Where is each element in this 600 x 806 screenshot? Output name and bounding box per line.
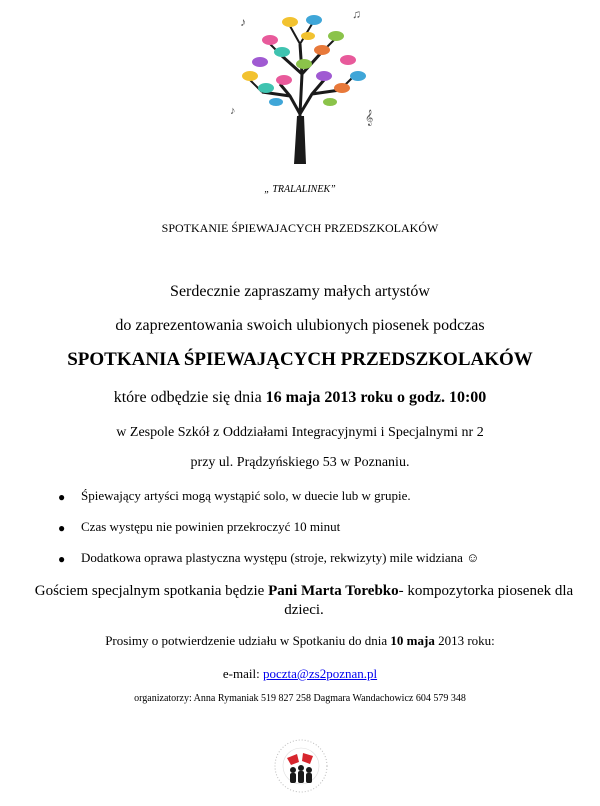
bird-icon-group [242,15,366,106]
school-logo [273,738,329,794]
bullet-icon: ● [58,490,66,504]
bullet-icon: ● [58,521,66,535]
invite-line-2: do zaprezentowania swoich ulubionych piosenek podczas [115,317,485,334]
confirm-prefix: Prosimy o potwierdzenie udziału w Spotkaniu do dnia [105,633,388,648]
event-name: SPOTKANIA ŚPIEWAJĄCYCH PRZEDSZKOLAKÓW [67,349,533,370]
venue-line-2: przy ul. Prądzyńskiego 53 w Poznaniu. [190,455,410,470]
invite-line-1: Serdecznie zapraszamy małych artystów [170,283,430,300]
svg-text:♫: ♫ [352,7,361,21]
tree-trunk [250,24,354,164]
confirm-deadline: 10 maja [390,633,435,648]
special-guest [24,582,584,620]
email-link[interactable]: poczta@zs2poznan.pl [262,666,378,681]
confirm-line [0,633,600,649]
email-line [0,666,600,682]
organizers-line: organizatorzy: Anna Rymaniak 519 827 258 Dagmara Wandachowicz 604 579 348 [134,693,466,704]
list-item: ● Dodatkowa oprawa plastyczna występu (stroje, rekwizyty) mile widziana ☺ [58,550,480,566]
svg-text:𝄞: 𝄞 [365,111,374,126]
list-item: ● Śpiewający artyści mogą wystąpić solo, w duecie lub w grupie. [58,488,411,504]
guest-name: Pani Marta Torebko [268,583,399,599]
tree-illustration [220,4,380,166]
subtitle-tralalinek: „ TRALALINEK” [264,184,336,195]
email-label: e-mail: [222,666,260,681]
date-value: 16 maja 2013 roku o godz. 10:00 [265,389,487,406]
rules-list [58,488,588,581]
svg-text:♪: ♪ [240,15,246,29]
header-title: SPOTKANIE ŚPIEWAJACYCH PRZEDSZKOLAKÓW [161,221,439,235]
date-prefix: które odbędzie się dnia [113,389,262,406]
venue-line-1: w Zespole Szkół z Oddziałami Integracyjnymi i Specjalnymi nr 2 [116,425,484,440]
bullet-icon: ● [58,552,66,566]
guest-suffix: - kompozytorka piosenek dla dzieci. [284,583,574,618]
svg-text:♪: ♪ [230,105,236,117]
guest-prefix: Gościem specjalnym spotkania będzie [34,583,265,599]
event-date [0,389,600,407]
list-item: ● Czas występu nie powinien przekroczyć 10 minut [58,519,341,535]
confirm-suffix: 2013 roku: [438,633,495,648]
